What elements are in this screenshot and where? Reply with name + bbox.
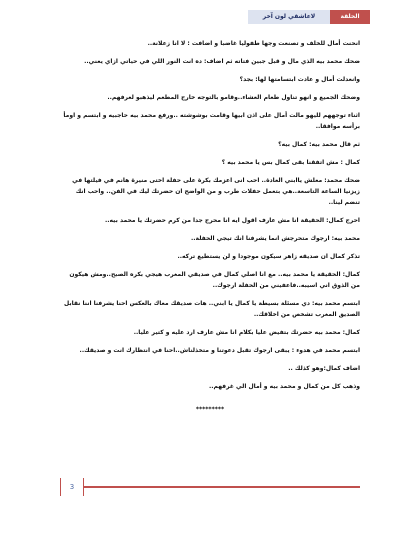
paragraph: اثناء توجههم لليهو مالت أمال على اذن ابيها وقامت بوشوشته ..ورفع محمد بيه حاجبيه و ابتسم و اومأ برأسه موافقا.. [63,112,360,130]
novel-title: لاعاشقي لون آخر [248,10,330,24]
page-header [70,10,370,34]
paragraph: احرج كمال: الحقيقة انا مش عارف اقول ايه انا محرج جدا من كرم حضرتك يا محمد بيه.. [104,217,360,224]
paragraph: محمد بيه: ارجوك متحرجش انما يشرفنا انك تيجي الحفلة.. [191,235,360,242]
document-body [60,38,360,413]
paragraph: ابتسم محمد في هدوء : يبقى ارجوك تقبل دعوتنا و متخذلناش..احنا في انتظارك انت و صديقك.. [79,347,360,354]
paragraph: ابتسم محمد بيه: دي مسئلة بسيطة يا كمال يا ابني.. هات صديقك معاك بالعكس احنا يشرفنا اننا نقابل الصديق المغرب تشخص من اخلاقك.. [63,300,360,318]
paragraph: وانعدلت أمال و عادت ابتسامتها لها: بجد؟ [239,76,360,83]
paragraph: ثم قال محمد بيه: كمال بيه؟ [278,141,360,148]
page-footer [0,478,420,498]
footer-rule [60,486,360,488]
paragraph: تذكر كمال ان صديقه زاهر سيكون موجودا و لن يستطيع تركه.. [177,253,360,260]
paragraph: وضحك الجميع و انهو تناول طعام العشاء..وقامو بالتوجه خارج المطعم ليذهبو لغرفهم.. [107,94,360,101]
paragraph: ضحك محمد بيه الذي مال و قبل جبين فتاته ثم اضاف: ده انت النور اللي في حياتي ازاي يعني.. [84,58,360,65]
paragraph: كمال: الحقيقة يا محمد بيه.. مع انا اصلي كمال في صديقي المغرب هيجي بكره الصبح..ومش هيكون من الذوق اني اسيبه..فاعفيني من الحفلة ارجوك.. [69,271,360,289]
paragraph: وذهب كل من كمال و محمد بيه و أمال الي غرفهم.. [208,383,360,390]
paragraph: اضاف كمال:وهو كذلك .. [288,365,360,372]
page-number: 3 [60,478,84,496]
paragraph: ضحك محمد: معلش ياابني العادة.. احب انى اعزمك بكرة على حفلة اختى منيرة هانم في فيلتها في زيزنيا الساعة التاسعة..هي بتعمل حفلات طرب و من الواضح ان حضرتك ليك في الفن.. واحب انك تنضم لينا.. [72,177,360,206]
chapter-label: الحلقة الخامسة [330,10,370,24]
paragraph: كمال: محمد بيه حضرتك بتفيض عليا بكلام انا مش عارف ارد عليه و كتير عليا.. [133,329,360,336]
paragraph: انحنت أمال للخلف و تصنعت وجها طفوليا غاضبا و اضافت : لا انا زعلانة.. [147,40,360,47]
paragraph: كمال : مش اتفقنا بقى كمال بس يا محمد بيه ؟ [221,159,360,166]
section-separator: ********* [195,406,225,413]
